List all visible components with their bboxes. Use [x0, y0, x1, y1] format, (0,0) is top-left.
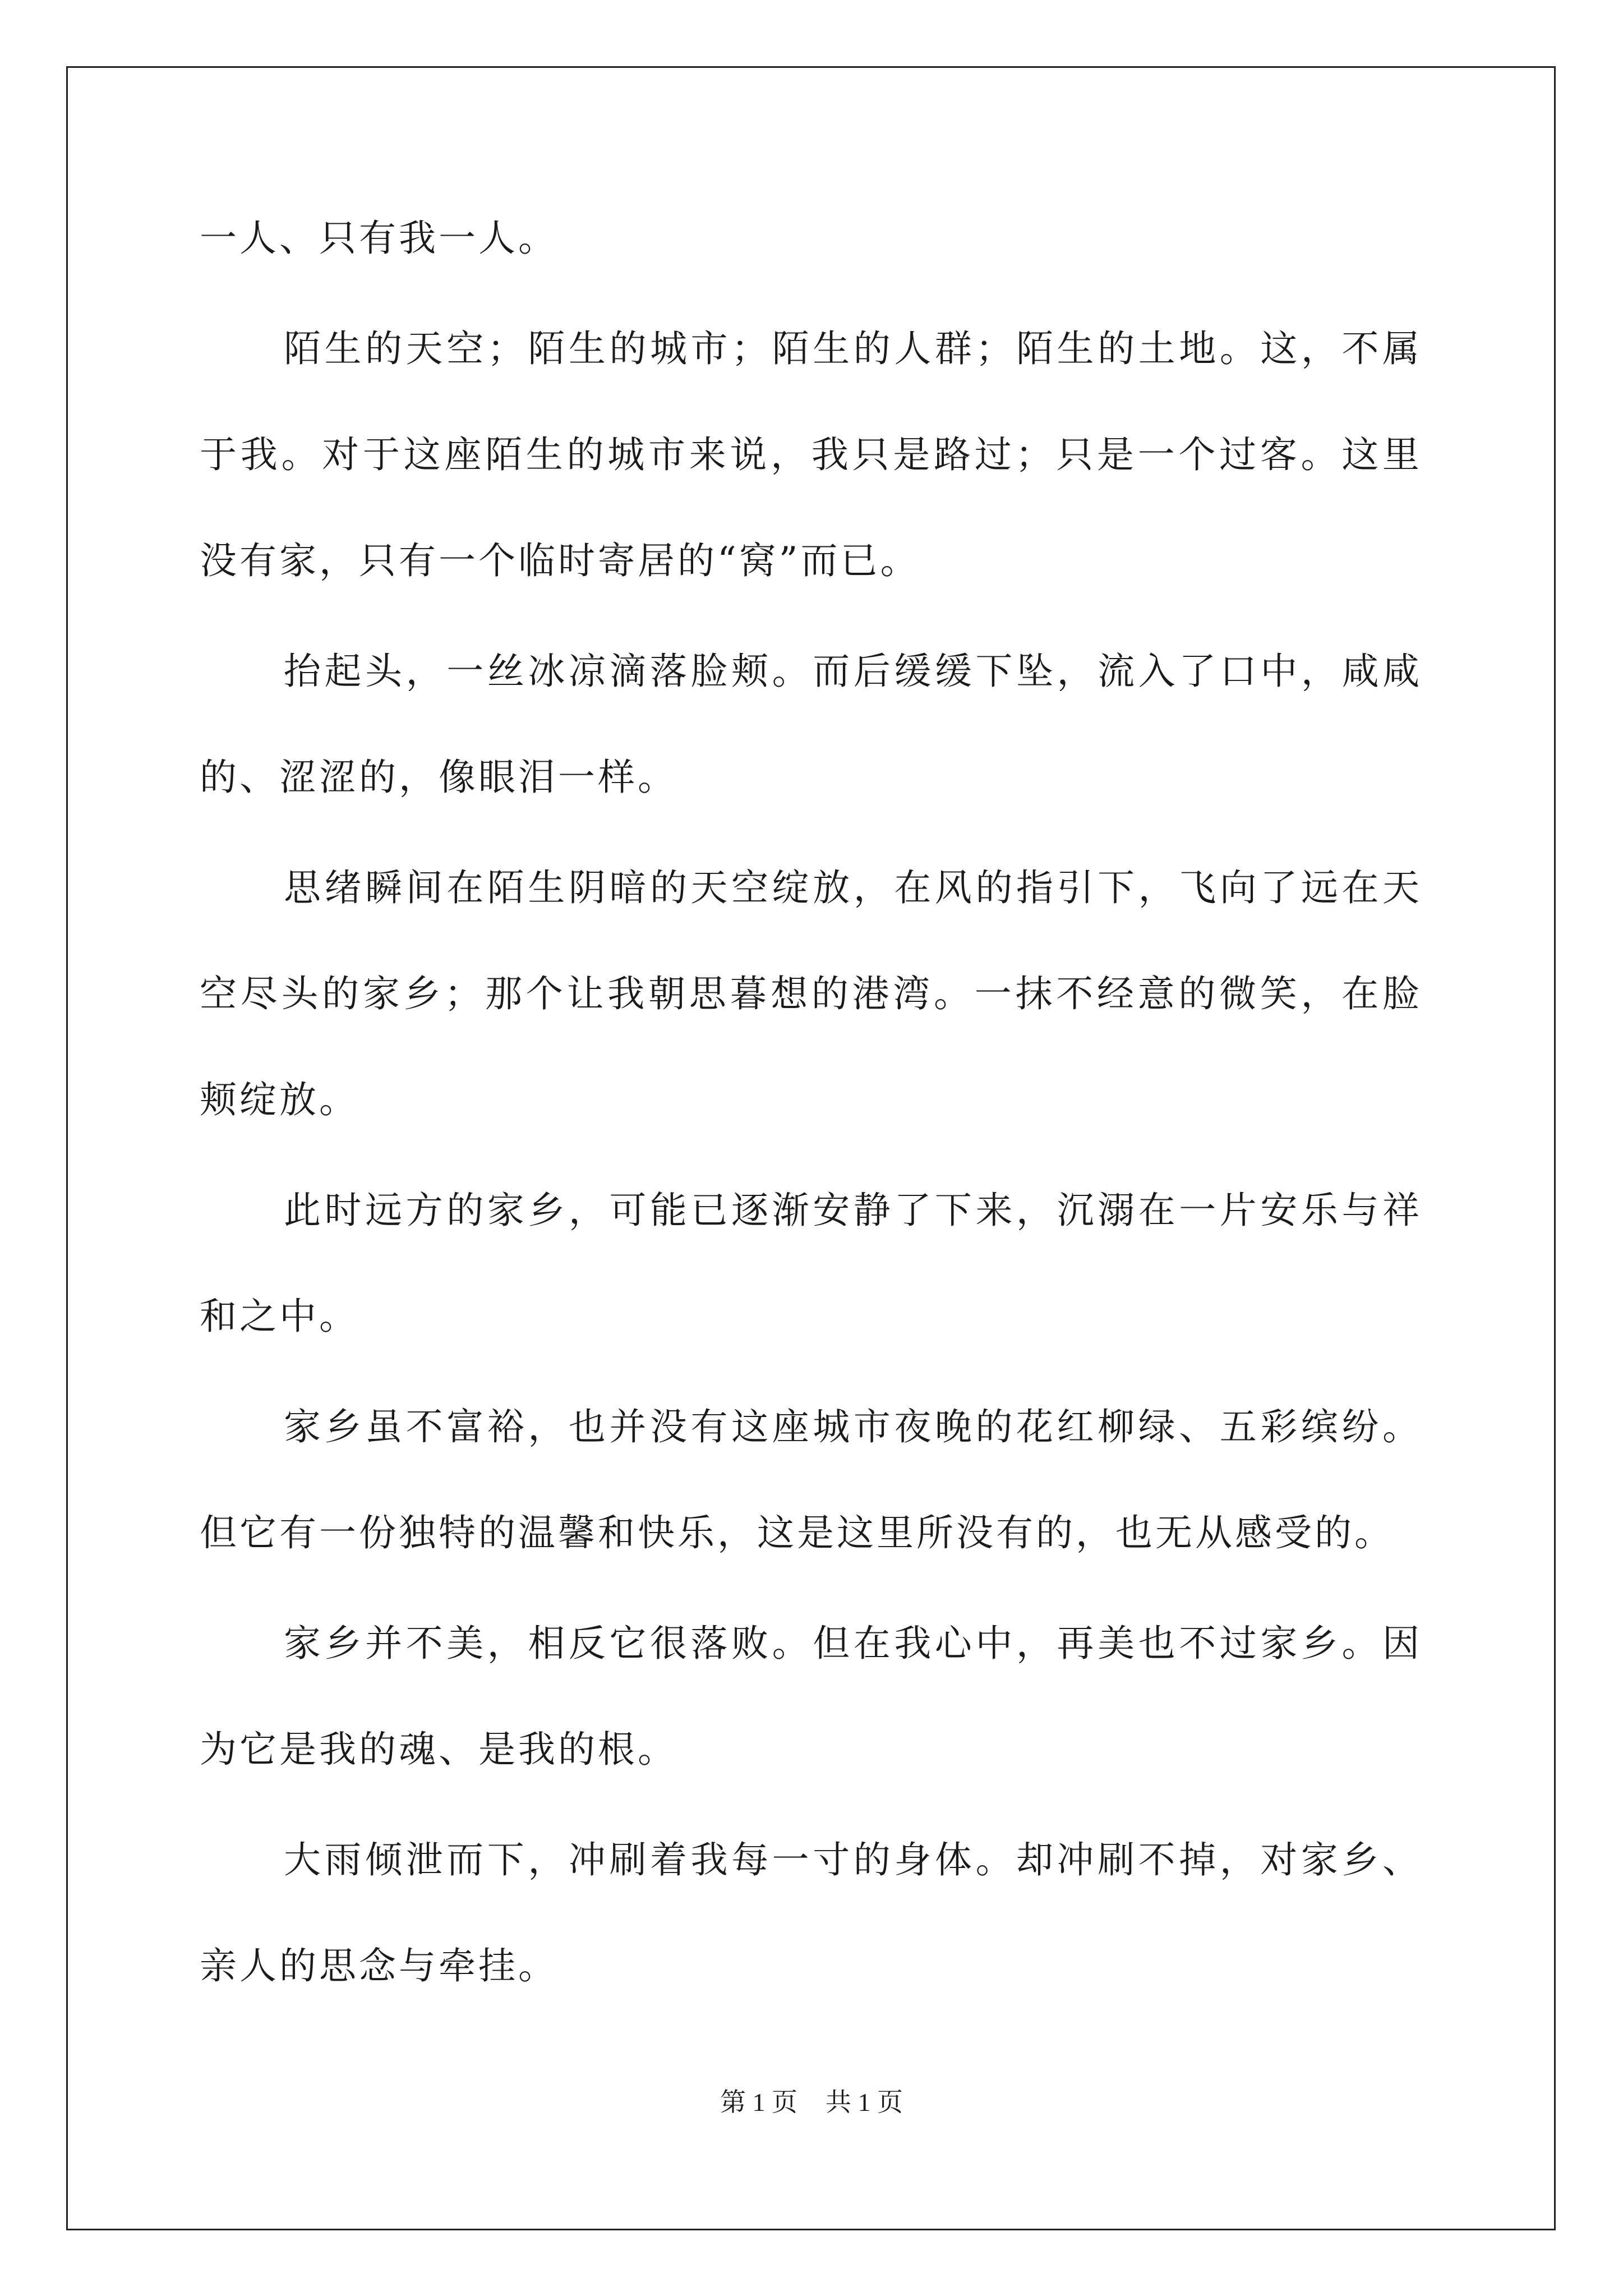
paragraph: 陌生的天空；陌生的城市；陌生的人群；陌生的土地。这，不属于我。对于这座陌生的城市来说，我只是路过；只是一个过客。这里没有家，只有一个临时寄居的“窝”而已。 — [200, 327, 1422, 582]
page-number: 第 1 页 — [720, 2088, 797, 2116]
document-body — [200, 185, 1422, 2023]
paragraph: 思绪瞬间在陌生阴暗的天空绽放，在风的指引下，飞向了远在天空尽头的家乡；那个让我朝思暮想的港湾。一抹不经意的微笑，在脸颊绽放。 — [200, 866, 1422, 1121]
paragraph: 家乡虽不富裕，也并没有这座城市夜晚的花红柳绿、五彩缤纷。但它有一份独特的温馨和快乐，这是这里所没有的，也无从感受的。 — [200, 1405, 1422, 1554]
page-footer — [0, 2086, 1623, 2119]
paragraph: 此时远方的家乡，可能已逐渐安静了下来，沉溺在一片安乐与祥和之中。 — [200, 1189, 1422, 1338]
paragraph: 一人、只有我一人。 — [200, 217, 558, 260]
paragraph: 抬起头，一丝冰凉滴落脸颊。而后缓缓下坠，流入了口中，咸咸的、涩涩的，像眼泪一样。 — [200, 650, 1422, 799]
paragraph: 大雨倾泄而下，冲刷着我每一寸的身体。却冲刷不掉，对家乡、亲人的思念与牵挂。 — [200, 1838, 1422, 1987]
page-total: 共 1 页 — [826, 2088, 903, 2116]
paragraph: 家乡并不美，相反它很落败。但在我心中，再美也不过家乡。因为它是我的魂、是我的根。 — [200, 1622, 1422, 1771]
